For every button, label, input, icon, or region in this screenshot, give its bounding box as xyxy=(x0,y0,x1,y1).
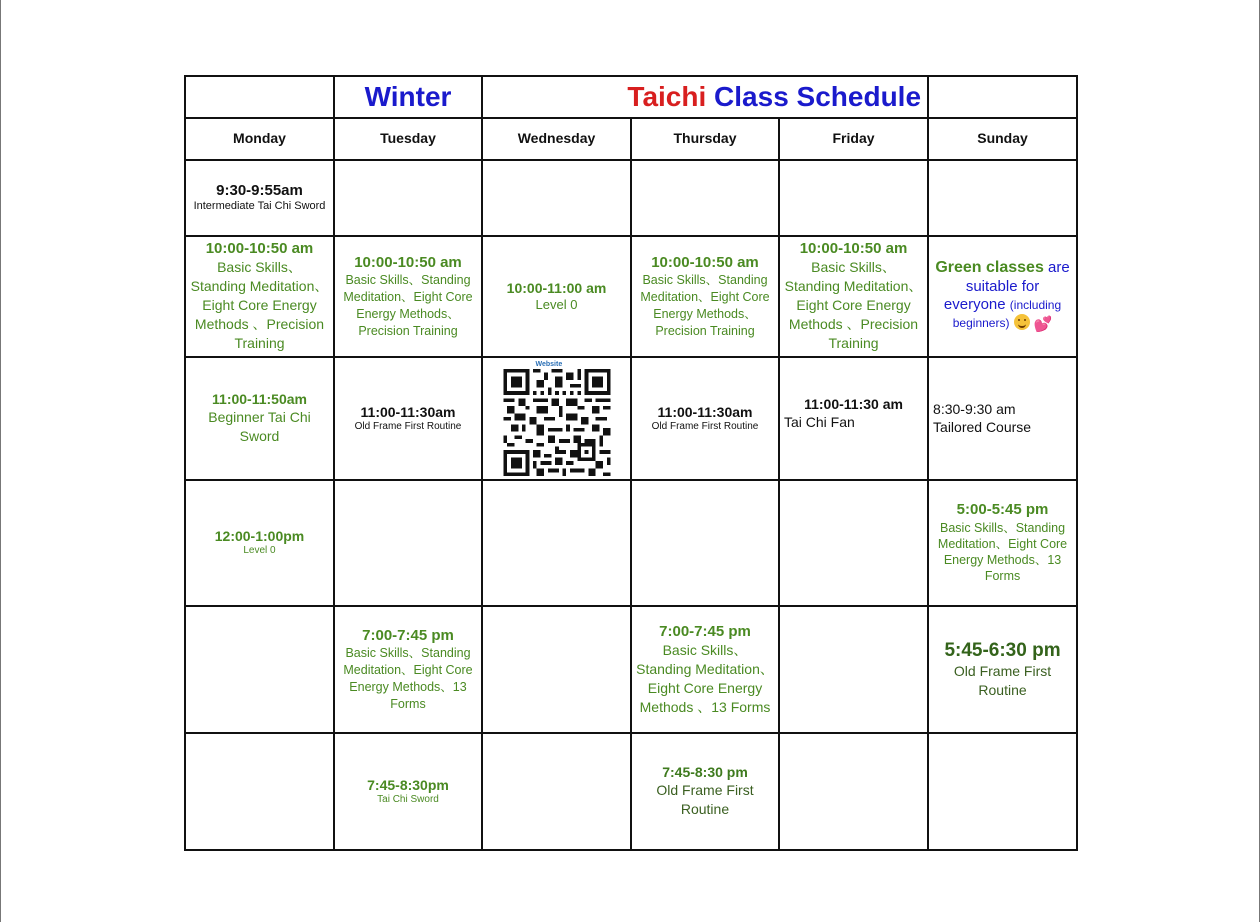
empty-cell xyxy=(482,733,631,850)
class-time: 7:00-7:45 pm xyxy=(362,626,454,644)
title-winter: Winter xyxy=(364,80,452,112)
class-desc: Basic Skills、Standing Meditation、Eight Core Energy Methods、Precision Training xyxy=(640,272,770,338)
empty-cell xyxy=(334,160,482,236)
empty-cell xyxy=(482,480,631,606)
class-desc: Level 0 xyxy=(243,545,276,557)
title-cell-empty-left xyxy=(185,76,334,118)
class-desc: Tai Chi Fan xyxy=(784,413,855,430)
class-time: 10:00-10:50 am xyxy=(799,240,908,258)
qr-code[interactable] xyxy=(502,361,612,476)
class-time: 10:00-10:50 am xyxy=(354,253,462,271)
class-desc: Basic Skills、Standing Meditation、Eight Core Energy Methods 、Precision Training xyxy=(784,259,923,351)
class-desc: Basic Skills、Standing Meditation、Eight Core Energy Methods 、13 Forms xyxy=(636,641,774,715)
empty-cell xyxy=(928,733,1077,850)
empty-cell xyxy=(779,480,928,606)
class-time: 9:30-9:55am xyxy=(216,182,303,200)
empty-cell xyxy=(334,480,482,606)
class-desc: Tai Chi Sword xyxy=(377,793,439,805)
class-time: 8:30-9:30 am xyxy=(933,401,1016,418)
empty-cell xyxy=(482,606,631,733)
day-header-friday: Friday xyxy=(779,118,928,160)
title-winter-cell xyxy=(334,76,482,118)
class-cell-sunday-5 xyxy=(928,606,1077,733)
class-cell-thursday-3 xyxy=(631,357,779,480)
legend-green-classes: Green classes xyxy=(935,259,1044,277)
empty-cell xyxy=(185,606,334,733)
class-desc: Old Frame First Routine xyxy=(651,420,759,432)
class-desc: Old Frame First Routine xyxy=(953,663,1052,699)
empty-cell xyxy=(185,733,334,850)
schedule-row-5 xyxy=(185,606,1077,733)
two-hearts-icon: 💕 xyxy=(1033,316,1053,334)
class-cell-wednesday-2 xyxy=(482,236,631,357)
class-cell-thursday-6 xyxy=(631,733,779,850)
class-cell-friday-3 xyxy=(779,357,928,480)
day-header-tuesday: Tuesday xyxy=(334,118,482,160)
class-desc: Level 0 xyxy=(535,297,578,313)
class-desc: Tailored Course xyxy=(933,418,1032,435)
class-time: 11:00-11:30am xyxy=(657,403,753,420)
empty-cell xyxy=(779,160,928,236)
class-cell-thursday-2 xyxy=(631,236,779,357)
qr-label: Website xyxy=(535,361,563,368)
class-cell-tuesday-2 xyxy=(334,236,482,357)
empty-cell xyxy=(482,160,631,236)
qr-code-cell xyxy=(482,357,631,480)
class-desc: Basic Skills、Standing Meditation、Eight Core Energy Methods、13 Forms xyxy=(937,520,1068,584)
class-desc: Basic Skills、Standing Meditation、Eight Core Energy Methods、13 Forms xyxy=(343,645,473,711)
class-cell-tuesday-5 xyxy=(334,606,482,733)
legend-note-cell xyxy=(928,236,1077,357)
class-time: 5:00-5:45 pm xyxy=(956,501,1049,519)
class-time: 7:00-7:45 pm xyxy=(659,622,751,640)
schedule-row-6 xyxy=(185,733,1077,850)
class-cell-monday-3 xyxy=(185,357,334,480)
class-time: 5:45-6:30 pm xyxy=(944,640,1061,662)
day-header-wednesday: Wednesday xyxy=(482,118,631,160)
schedule-row-4 xyxy=(185,480,1077,606)
class-desc: Intermediate Tai Chi Sword xyxy=(193,200,326,213)
qr-code-icon xyxy=(502,369,612,476)
empty-cell xyxy=(928,160,1077,236)
title-row xyxy=(185,76,1077,118)
class-cell-sunday-3 xyxy=(928,357,1077,480)
class-time: 10:00-11:00 am xyxy=(506,280,607,297)
class-time: 11:00-11:30am xyxy=(360,403,456,420)
class-desc: Basic Skills、Standing Meditation、Eight Core Energy Methods、Precision Training xyxy=(343,272,473,338)
class-time: 11:00-11:30 am xyxy=(804,396,903,413)
schedule-table xyxy=(184,75,1078,851)
class-cell-tuesday-6 xyxy=(334,733,482,850)
empty-cell xyxy=(779,733,928,850)
title-cell-empty-right xyxy=(928,76,1077,118)
class-cell-friday-2 xyxy=(779,236,928,357)
class-cell-monday-2 xyxy=(185,236,334,357)
class-desc: Beginner Tai Chi Sword xyxy=(208,409,311,445)
schedule-row-2 xyxy=(185,236,1077,357)
class-time: 10:00-10:50 am xyxy=(205,240,314,258)
legend-suitable-text: are suitable for everyone xyxy=(943,259,1070,314)
title-main-cell xyxy=(482,76,928,118)
smiling-face-icon xyxy=(1014,314,1030,330)
schedule-row-1 xyxy=(185,160,1077,236)
empty-cell xyxy=(779,606,928,733)
empty-cell xyxy=(631,160,779,236)
day-header-monday: Monday xyxy=(185,118,334,160)
page-border-left xyxy=(0,0,1,922)
class-cell-monday-1 xyxy=(185,160,334,236)
class-cell-monday-4 xyxy=(185,480,334,606)
day-header-sunday: Sunday xyxy=(928,118,1077,160)
class-cell-tuesday-3 xyxy=(334,357,482,480)
class-time: 12:00-1:00pm xyxy=(214,528,305,545)
title-taichi: Taichi xyxy=(627,80,707,112)
day-header-row xyxy=(185,118,1077,160)
class-time: 7:45-8:30pm xyxy=(367,776,449,793)
schedule-row-3 xyxy=(185,357,1077,480)
class-desc: Old Frame First Routine xyxy=(656,782,754,818)
class-time: 7:45-8:30 pm xyxy=(662,764,748,781)
legend-including-text: (including beginners) xyxy=(952,298,1062,331)
day-header-thursday: Thursday xyxy=(631,118,779,160)
class-cell-thursday-5 xyxy=(631,606,779,733)
class-time: 11:00-11:50am xyxy=(212,391,307,408)
class-cell-sunday-4 xyxy=(928,480,1077,606)
class-desc: Basic Skills、Standing Meditation、Eight Core Energy Methods 、Precision Training xyxy=(190,259,329,351)
class-time: 10:00-10:50 am xyxy=(651,253,759,271)
title-class-schedule: Class Schedule xyxy=(714,80,922,112)
empty-cell xyxy=(631,480,779,606)
class-desc: Old Frame First Routine xyxy=(354,420,462,432)
